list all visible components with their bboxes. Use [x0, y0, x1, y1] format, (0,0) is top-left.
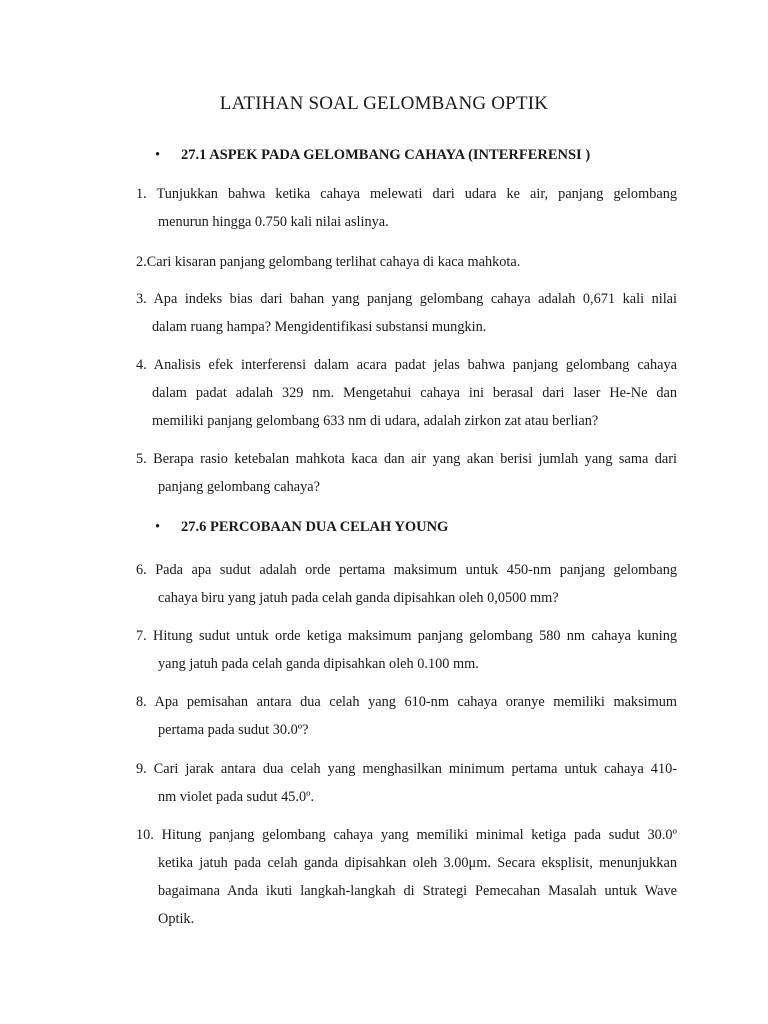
question-line: 6. Pada apa sudut adalah orde pertama maksimum untuk 450-nm panjang gelombang	[136, 562, 677, 578]
question-line: panjang gelombang cahaya?	[158, 479, 320, 495]
question-line: menurun hingga 0.750 kali nilai aslinya.	[158, 214, 389, 230]
question-4	[136, 351, 677, 435]
section-heading-text: 27.6 PERCOBAAN DUA CELAH YOUNG	[181, 519, 449, 535]
question-line: 7. Hitung sudut untuk orde ketiga maksimum panjang gelombang 580 nm cahaya kuning	[136, 628, 677, 644]
question-9	[136, 755, 677, 811]
question-line: ketika jatuh pada celah ganda dipisahkan oleh 3.00μm. Secara eksplisit, menunjukkan	[158, 855, 677, 871]
question-10	[136, 821, 677, 933]
question-line: memiliki panjang gelombang 633 nm di udara, adalah zirkon zat atau berlian?	[152, 413, 599, 429]
bullet-icon: •	[155, 519, 161, 535]
question-line: nm violet pada sudut 45.0º.	[158, 789, 315, 805]
question-line: dalam ruang hampa? Mengidentifikasi substansi mungkin.	[152, 319, 487, 335]
section-heading-text: 27.1 ASPEK PADA GELOMBANG CAHAYA (INTERFERENSI )	[181, 147, 591, 163]
question-line: 4. Analisis efek interferensi dalam acara padat jelas bahwa panjang gelombang cahaya	[136, 357, 677, 373]
question-line: cahaya biru yang jatuh pada celah ganda dipisahkan oleh 0,0500 mm?	[158, 590, 559, 606]
question-line: 2.Cari kisaran panjang gelombang terlihat cahaya di kaca mahkota.	[136, 254, 521, 270]
question-line: pertama pada sudut 30.0º?	[158, 722, 309, 738]
question-line: 10. Hitung panjang gelombang cahaya yang memiliki minimal ketiga pada sudut 30.0º	[136, 827, 677, 843]
document-title: LATIHAN SOAL GELOMBANG OPTIK	[219, 93, 549, 114]
question-line: yang jatuh pada celah ganda dipisahkan oleh 0.100 mm.	[158, 656, 479, 672]
question-6	[136, 556, 677, 612]
question-8	[136, 688, 677, 744]
question-3	[136, 285, 677, 341]
question-line: dalam padat adalah 329 nm. Mengetahui cahaya ini berasal dari laser He-Ne dan	[152, 385, 677, 401]
question-line: bagaimana Anda ikuti langkah-langkah di Strategi Pemecahan Masalah untuk Wave	[158, 883, 677, 899]
question-2	[136, 248, 677, 276]
question-5	[136, 445, 677, 501]
question-line: 1. Tunjukkan bahwa ketika cahaya melewati dari udara ke air, panjang gelombang	[136, 186, 677, 202]
question-line: 5. Berapa rasio ketebalan mahkota kaca dan air yang akan berisi jumlah yang sama dari	[136, 451, 677, 467]
bullet-icon: •	[155, 147, 161, 163]
question-line: 9. Cari jarak antara dua celah yang menghasilkan minimum pertama untuk cahaya 410-	[136, 761, 677, 777]
question-line: 3. Apa indeks bias dari bahan yang panjang gelombang cahaya adalah 0,671 kali nilai	[136, 291, 677, 307]
question-1	[136, 180, 677, 236]
question-7	[136, 622, 677, 678]
question-line: Optik.	[158, 911, 195, 927]
question-line: 8. Apa pemisahan antara dua celah yang 610-nm cahaya oranye memiliki maksimum	[136, 694, 677, 710]
